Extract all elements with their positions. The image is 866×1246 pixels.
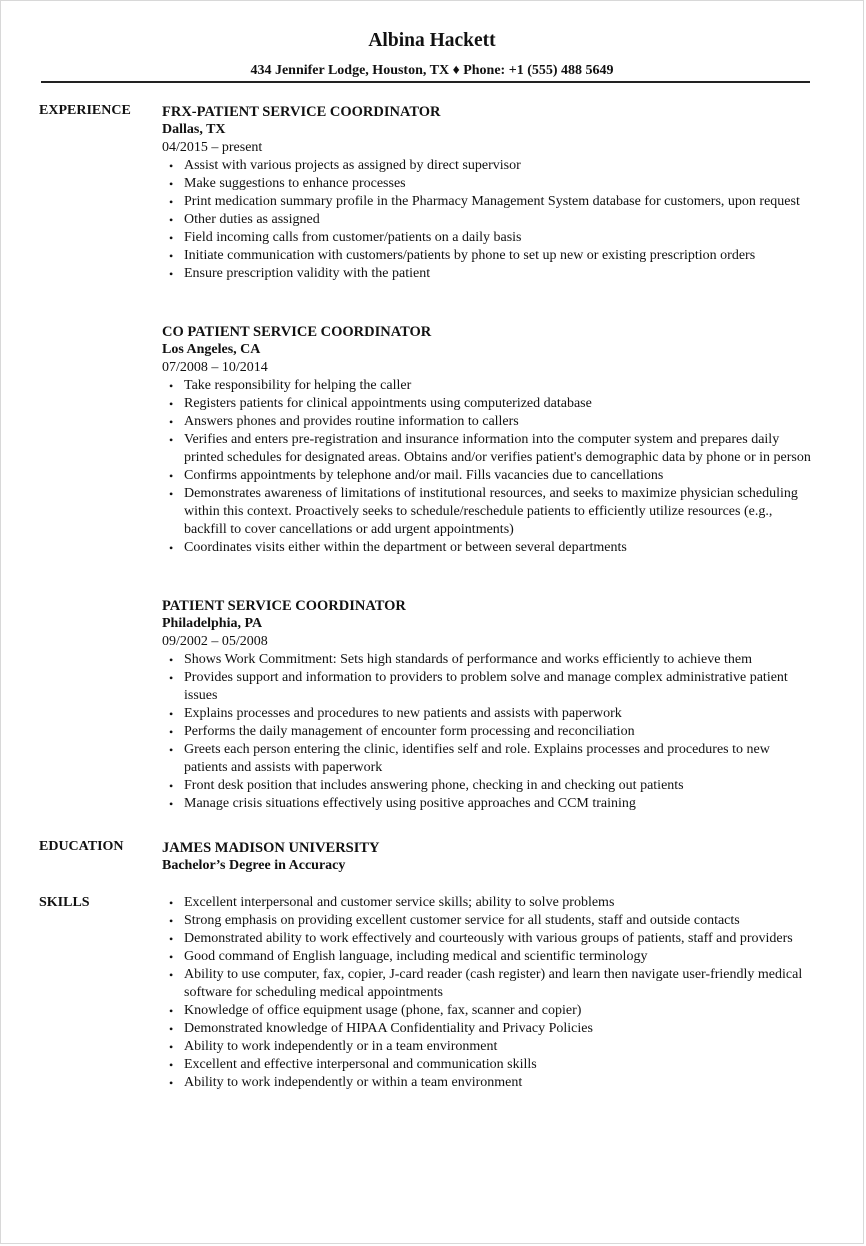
bullet-item <box>169 193 812 211</box>
bullet-icon: • <box>169 968 174 982</box>
bullet-text: Manage crisis situations effectively using positive approaches and CCM training <box>184 796 636 811</box>
bullet-text: Explains processes and procedures to new patients and assists with paperwork <box>184 706 622 721</box>
bullet-text: Front desk position that includes answering phone, checking in and checking out patients <box>184 778 684 793</box>
bullet-text: Demonstrated ability to work effectively and courteously with various groups of patients, staff and providers <box>184 931 793 946</box>
bullet-icon: • <box>169 267 174 281</box>
bullet-text: Ability to work independently or within a team environment <box>184 1075 523 1090</box>
bullet-item <box>169 1074 812 1092</box>
skills-heading: SKILLS <box>39 895 90 910</box>
bullet-text: Coordinates visits either within the department or between several departments <box>184 540 627 555</box>
bullet-text: Excellent interpersonal and customer service skills; ability to solve problems <box>184 895 615 910</box>
bullet-text: Registers patients for clinical appointments using computerized database <box>184 396 592 411</box>
bullet-item <box>169 723 812 741</box>
job-bullets <box>162 157 812 283</box>
bullet-icon: • <box>169 415 174 429</box>
bullet-item <box>169 175 812 193</box>
bullet-item <box>169 539 812 557</box>
job-location: Philadelphia, PA <box>162 616 263 631</box>
bullet-text: Strong emphasis on providing excellent customer service for all students, staff and outside contacts <box>184 913 740 928</box>
bullet-item <box>169 247 812 265</box>
bullet-text: Knowledge of office equipment usage (phone, fax, scanner and copier) <box>184 1003 582 1018</box>
bullet-text: Print medication summary profile in the Pharmacy Management System database for customers, upon request <box>184 194 800 209</box>
job-entry <box>162 323 812 557</box>
bullet-item <box>169 467 812 485</box>
bullet-text: Field incoming calls from customer/patients on a daily basis <box>184 230 522 245</box>
bullet-text: Ensure prescription validity with the patient <box>184 266 431 281</box>
bullet-text: Ability to work independently or in a team environment <box>184 1039 498 1054</box>
bullet-icon: • <box>169 231 174 245</box>
education-entry <box>162 839 812 875</box>
bullet-icon: • <box>169 249 174 263</box>
bullet-text: Ability to use computer, fax, copier, J-card reader (cash register) and learn then navigate user-friendly medical software for scheduling medical appointments <box>184 967 803 1000</box>
bullet-text: Initiate communication with customers/patients by phone to set up new or existing prescription orders <box>184 248 756 263</box>
bullet-item <box>169 229 812 247</box>
bullet-icon: • <box>169 950 174 964</box>
bullet-icon: • <box>169 379 174 393</box>
bullet-icon: • <box>169 541 174 555</box>
bullet-item <box>169 157 812 175</box>
bullet-text: Assist with various projects as assigned by direct supervisor <box>184 158 521 173</box>
skills-entry <box>162 894 812 1092</box>
bullet-text: Excellent and effective interpersonal and communication skills <box>184 1057 537 1072</box>
bullet-item <box>169 669 812 705</box>
job-bullets <box>162 377 812 557</box>
bullet-item <box>169 377 812 395</box>
bullet-icon: • <box>169 896 174 910</box>
bullet-item <box>169 930 812 948</box>
bullet-text: Good command of English language, including medical and scientific terminology <box>184 949 648 964</box>
bullet-item <box>169 485 812 539</box>
bullet-icon: • <box>169 433 174 447</box>
degree: Bachelor’s Degree in Accuracy <box>162 858 346 873</box>
bullet-icon: • <box>169 1004 174 1018</box>
bullet-icon: • <box>169 743 174 757</box>
bullet-icon: • <box>169 159 174 173</box>
bullet-text: Greets each person entering the clinic, identifies self and role. Explains processes and procedures to new patients and assists with paperwork <box>184 742 770 775</box>
bullet-text: Confirms appointments by telephone and/or mail. Fills vacancies due to cancellations <box>184 468 664 483</box>
bullet-item <box>169 741 812 777</box>
bullet-icon: • <box>169 725 174 739</box>
experience-heading: EXPERIENCE <box>39 103 131 118</box>
bullet-icon: • <box>169 487 174 501</box>
bullet-icon: • <box>169 397 174 411</box>
bullet-icon: • <box>169 797 174 811</box>
bullet-item <box>169 1002 812 1020</box>
bullet-text: Answers phones and provides routine information to callers <box>184 414 519 429</box>
bullet-item <box>169 265 812 283</box>
skills-list <box>162 894 812 1092</box>
bullet-item <box>169 966 812 1002</box>
bullet-text: Demonstrated knowledge of HIPAA Confidentiality and Privacy Policies <box>184 1021 593 1036</box>
job-bullets <box>162 651 812 813</box>
job-location: Dallas, TX <box>162 122 226 137</box>
bullet-text: Shows Work Commitment: Sets high standards of performance and works efficiently to achieve them <box>184 652 752 667</box>
bullet-icon: • <box>169 779 174 793</box>
bullet-icon: • <box>169 1022 174 1036</box>
bullet-item <box>169 795 812 813</box>
job-dates: 09/2002 – 05/2008 <box>162 634 268 649</box>
bullet-icon: • <box>169 932 174 946</box>
education-heading: EDUCATION <box>39 839 124 854</box>
bullet-item <box>169 1020 812 1038</box>
job-title: CO PATIENT SERVICE COORDINATOR <box>162 324 432 340</box>
job-title: PATIENT SERVICE COORDINATOR <box>162 598 406 614</box>
bullet-icon: • <box>169 469 174 483</box>
bullet-item <box>169 894 812 912</box>
bullet-text: Take responsibility for helping the caller <box>184 378 412 393</box>
bullet-icon: • <box>169 177 174 191</box>
job-dates: 04/2015 – present <box>162 140 263 155</box>
bullet-icon: • <box>169 195 174 209</box>
candidate-name: Albina Hackett <box>368 30 496 51</box>
bullet-icon: • <box>169 707 174 721</box>
bullet-icon: • <box>169 653 174 667</box>
bullet-text: Verifies and enters pre-registration and insurance information into the computer system and prepares daily printed schedules for designated areas. Obtains and/or verifies patient's demographic data by phone or in person <box>184 432 811 465</box>
job-entry <box>162 597 812 813</box>
bullet-item <box>169 651 812 669</box>
bullet-text: Demonstrates awareness of limitations of institutional resources, and seeks to maximize physician scheduling within this context. Proactively seeks to schedule/reschedule patients to efficiently utilize resources (e.g., backfill to cover cancellations or add urgent appointments) <box>184 486 798 537</box>
bullet-item <box>169 777 812 795</box>
job-location: Los Angeles, CA <box>162 342 261 357</box>
school-name: JAMES MADISON UNIVERSITY <box>162 840 380 856</box>
job-title: FRX-PATIENT SERVICE COORDINATOR <box>162 104 441 120</box>
bullet-item <box>169 948 812 966</box>
header-divider <box>41 81 810 83</box>
job-dates: 07/2008 – 10/2014 <box>162 360 268 375</box>
bullet-item <box>169 413 812 431</box>
bullet-item <box>169 705 812 723</box>
bullet-item <box>169 395 812 413</box>
contact-line: 434 Jennifer Lodge, Houston, TX ♦ Phone: +1 (555) 488 5649 <box>250 63 614 78</box>
bullet-item <box>169 912 812 930</box>
bullet-text: Performs the daily management of encounter form processing and reconciliation <box>184 724 635 739</box>
bullet-item <box>169 1038 812 1056</box>
bullet-text: Make suggestions to enhance processes <box>184 176 406 191</box>
bullet-text: Other duties as assigned <box>184 212 320 227</box>
bullet-item <box>169 1056 812 1074</box>
bullet-icon: • <box>169 213 174 227</box>
bullet-item <box>169 211 812 229</box>
bullet-item <box>169 431 812 467</box>
bullet-text: Provides support and information to providers to problem solve and manage complex administrative patient issues <box>184 670 788 703</box>
bullet-icon: • <box>169 1040 174 1054</box>
job-entry <box>162 103 812 283</box>
bullet-icon: • <box>169 914 174 928</box>
bullet-icon: • <box>169 1058 174 1072</box>
bullet-icon: • <box>169 1076 174 1090</box>
bullet-icon: • <box>169 671 174 685</box>
